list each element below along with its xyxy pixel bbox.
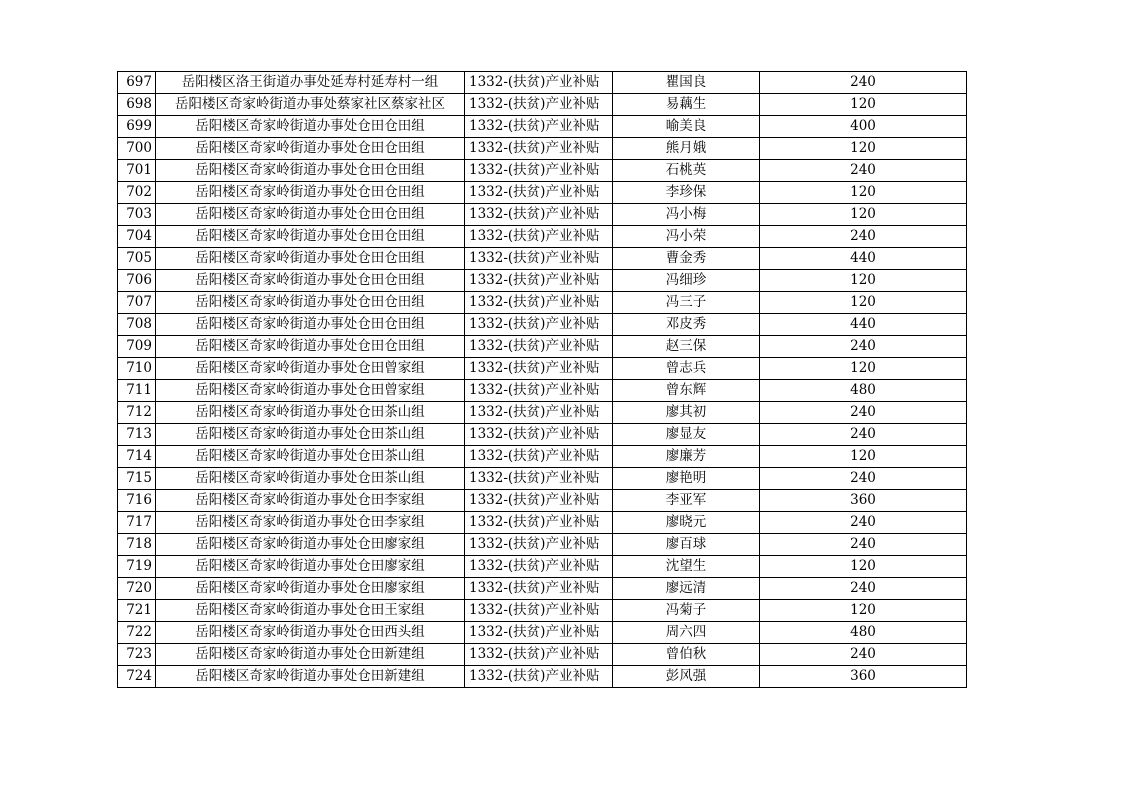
table-row <box>118 534 967 556</box>
recipient-name-cell: 瞿国良 <box>613 72 760 94</box>
table-row <box>118 600 967 622</box>
row-number: 698 <box>118 94 156 116</box>
amount-cell: 240 <box>760 468 967 490</box>
subsidy-type-cell: 1332-(扶贫)产业补贴 <box>465 248 613 270</box>
amount-cell: 480 <box>760 622 967 644</box>
row-number: 697 <box>118 72 156 94</box>
subsidy-type-cell: 1332-(扶贫)产业补贴 <box>465 534 613 556</box>
row-number: 712 <box>118 402 156 424</box>
table-row <box>118 578 967 600</box>
row-number: 704 <box>118 226 156 248</box>
subsidy-type-cell: 1332-(扶贫)产业补贴 <box>465 358 613 380</box>
amount-cell: 240 <box>760 402 967 424</box>
amount-cell: 240 <box>760 512 967 534</box>
row-number: 711 <box>118 380 156 402</box>
row-number: 705 <box>118 248 156 270</box>
row-number: 717 <box>118 512 156 534</box>
subsidy-type-cell: 1332-(扶贫)产业补贴 <box>465 226 613 248</box>
recipient-name-cell: 李亚军 <box>613 490 760 512</box>
subsidy-type-cell: 1332-(扶贫)产业补贴 <box>465 446 613 468</box>
recipient-name-cell: 曹金秀 <box>613 248 760 270</box>
row-number: 703 <box>118 204 156 226</box>
row-number: 720 <box>118 578 156 600</box>
subsidy-type-cell: 1332-(扶贫)产业补贴 <box>465 138 613 160</box>
subsidy-type-cell: 1332-(扶贫)产业补贴 <box>465 578 613 600</box>
table-row <box>118 468 967 490</box>
recipient-name-cell: 廖其初 <box>613 402 760 424</box>
row-number: 701 <box>118 160 156 182</box>
subsidy-type-cell: 1332-(扶贫)产业补贴 <box>465 512 613 534</box>
row-number: 706 <box>118 270 156 292</box>
recipient-name-cell: 冯三子 <box>613 292 760 314</box>
row-number: 702 <box>118 182 156 204</box>
subsidy-type-cell: 1332-(扶贫)产业补贴 <box>465 600 613 622</box>
recipient-name-cell: 易藕生 <box>613 94 760 116</box>
table-row <box>118 358 967 380</box>
table-row <box>118 138 967 160</box>
subsidy-type-cell: 1332-(扶贫)产业补贴 <box>465 380 613 402</box>
row-number: 714 <box>118 446 156 468</box>
subsidy-type-cell: 1332-(扶贫)产业补贴 <box>465 270 613 292</box>
recipient-name-cell: 廖艳明 <box>613 468 760 490</box>
row-number: 708 <box>118 314 156 336</box>
table-row <box>118 490 967 512</box>
amount-cell: 240 <box>760 160 967 182</box>
recipient-name-cell: 冯小荣 <box>613 226 760 248</box>
subsidy-type-cell: 1332-(扶贫)产业补贴 <box>465 468 613 490</box>
row-number: 723 <box>118 644 156 666</box>
table-row <box>118 666 967 688</box>
subsidy-type-cell: 1332-(扶贫)产业补贴 <box>465 336 613 358</box>
row-number: 700 <box>118 138 156 160</box>
recipient-name-cell: 沈望生 <box>613 556 760 578</box>
recipient-name-cell: 廖远清 <box>613 578 760 600</box>
subsidy-type-cell: 1332-(扶贫)产业补贴 <box>465 314 613 336</box>
row-number: 719 <box>118 556 156 578</box>
table-row <box>118 336 967 358</box>
amount-cell: 120 <box>760 182 967 204</box>
amount-cell: 400 <box>760 116 967 138</box>
address-cell: 岳阳楼区奇家岭街道办事处仓田廖家组 <box>156 534 465 556</box>
address-cell: 岳阳楼区奇家岭街道办事处仓田廖家组 <box>156 578 465 600</box>
recipient-name-cell: 曾东辉 <box>613 380 760 402</box>
subsidy-type-cell: 1332-(扶贫)产业补贴 <box>465 402 613 424</box>
address-cell: 岳阳楼区奇家岭街道办事处仓田仓田组 <box>156 336 465 358</box>
subsidy-type-cell: 1332-(扶贫)产业补贴 <box>465 424 613 446</box>
recipient-name-cell: 冯细珍 <box>613 270 760 292</box>
recipient-name-cell: 廖廉芳 <box>613 446 760 468</box>
subsidy-type-cell: 1332-(扶贫)产业补贴 <box>465 182 613 204</box>
address-cell: 岳阳楼区奇家岭街道办事处仓田茶山组 <box>156 402 465 424</box>
amount-cell: 240 <box>760 644 967 666</box>
address-cell: 岳阳楼区奇家岭街道办事处仓田仓田组 <box>156 226 465 248</box>
table-row <box>118 556 967 578</box>
address-cell: 岳阳楼区奇家岭街道办事处仓田仓田组 <box>156 138 465 160</box>
recipient-name-cell: 冯菊子 <box>613 600 760 622</box>
table-row <box>118 248 967 270</box>
address-cell: 岳阳楼区奇家岭街道办事处仓田仓田组 <box>156 116 465 138</box>
amount-cell: 120 <box>760 270 967 292</box>
row-number: 715 <box>118 468 156 490</box>
row-number: 716 <box>118 490 156 512</box>
address-cell: 岳阳楼区奇家岭街道办事处仓田王家组 <box>156 600 465 622</box>
table-row <box>118 160 967 182</box>
recipient-name-cell: 熊月娥 <box>613 138 760 160</box>
subsidy-type-cell: 1332-(扶贫)产业补贴 <box>465 72 613 94</box>
subsidy-type-cell: 1332-(扶贫)产业补贴 <box>465 116 613 138</box>
address-cell: 岳阳楼区奇家岭街道办事处仓田李家组 <box>156 512 465 534</box>
recipient-name-cell: 赵三保 <box>613 336 760 358</box>
recipient-name-cell: 彭风强 <box>613 666 760 688</box>
subsidy-type-cell: 1332-(扶贫)产业补贴 <box>465 622 613 644</box>
amount-cell: 440 <box>760 314 967 336</box>
subsidy-type-cell: 1332-(扶贫)产业补贴 <box>465 94 613 116</box>
address-cell: 岳阳楼区奇家岭街道办事处仓田李家组 <box>156 490 465 512</box>
recipient-name-cell: 周六四 <box>613 622 760 644</box>
recipient-name-cell: 廖显友 <box>613 424 760 446</box>
table-row <box>118 644 967 666</box>
address-cell: 岳阳楼区奇家岭街道办事处仓田仓田组 <box>156 182 465 204</box>
table-row <box>118 424 967 446</box>
address-cell: 岳阳楼区奇家岭街道办事处仓田仓田组 <box>156 314 465 336</box>
address-cell: 岳阳楼区奇家岭街道办事处仓田曾家组 <box>156 358 465 380</box>
recipient-name-cell: 曾志兵 <box>613 358 760 380</box>
table-row <box>118 512 967 534</box>
amount-cell: 120 <box>760 358 967 380</box>
amount-cell: 240 <box>760 424 967 446</box>
row-number: 713 <box>118 424 156 446</box>
table-row <box>118 116 967 138</box>
amount-cell: 120 <box>760 556 967 578</box>
amount-cell: 240 <box>760 226 967 248</box>
amount-cell: 240 <box>760 578 967 600</box>
subsidy-type-cell: 1332-(扶贫)产业补贴 <box>465 556 613 578</box>
address-cell: 岳阳楼区奇家岭街道办事处仓田新建组 <box>156 644 465 666</box>
address-cell: 岳阳楼区奇家岭街道办事处仓田仓田组 <box>156 204 465 226</box>
row-number: 709 <box>118 336 156 358</box>
recipient-name-cell: 廖百球 <box>613 534 760 556</box>
subsidy-type-cell: 1332-(扶贫)产业补贴 <box>465 160 613 182</box>
address-cell: 岳阳楼区奇家岭街道办事处仓田仓田组 <box>156 248 465 270</box>
table-row <box>118 446 967 468</box>
recipient-name-cell: 邓皮秀 <box>613 314 760 336</box>
address-cell: 岳阳楼区奇家岭街道办事处仓田新建组 <box>156 666 465 688</box>
address-cell: 岳阳楼区奇家岭街道办事处仓田廖家组 <box>156 556 465 578</box>
amount-cell: 480 <box>760 380 967 402</box>
subsidy-type-cell: 1332-(扶贫)产业补贴 <box>465 204 613 226</box>
table-row <box>118 72 967 94</box>
address-cell: 岳阳楼区奇家岭街道办事处仓田曾家组 <box>156 380 465 402</box>
recipient-name-cell: 曾伯秋 <box>613 644 760 666</box>
amount-cell: 120 <box>760 446 967 468</box>
amount-cell: 240 <box>760 336 967 358</box>
row-number: 718 <box>118 534 156 556</box>
subsidy-type-cell: 1332-(扶贫)产业补贴 <box>465 292 613 314</box>
address-cell: 岳阳楼区奇家岭街道办事处仓田仓田组 <box>156 270 465 292</box>
table-row <box>118 622 967 644</box>
amount-cell: 360 <box>760 490 967 512</box>
subsidy-type-cell: 1332-(扶贫)产业补贴 <box>465 644 613 666</box>
subsidy-table <box>117 71 967 688</box>
amount-cell: 120 <box>760 204 967 226</box>
recipient-name-cell: 冯小梅 <box>613 204 760 226</box>
recipient-name-cell: 石桃英 <box>613 160 760 182</box>
table-row <box>118 226 967 248</box>
amount-cell: 240 <box>760 72 967 94</box>
amount-cell: 120 <box>760 94 967 116</box>
amount-cell: 360 <box>760 666 967 688</box>
recipient-name-cell: 李珍保 <box>613 182 760 204</box>
amount-cell: 240 <box>760 534 967 556</box>
table-row <box>118 314 967 336</box>
address-cell: 岳阳楼区奇家岭街道办事处仓田西头组 <box>156 622 465 644</box>
amount-cell: 440 <box>760 248 967 270</box>
table-row <box>118 270 967 292</box>
table-row <box>118 182 967 204</box>
row-number: 699 <box>118 116 156 138</box>
amount-cell: 120 <box>760 292 967 314</box>
address-cell: 岳阳楼区奇家岭街道办事处蔡家社区蔡家社区 <box>156 94 465 116</box>
table-row <box>118 402 967 424</box>
address-cell: 岳阳楼区奇家岭街道办事处仓田茶山组 <box>156 446 465 468</box>
table-row <box>118 94 967 116</box>
table-body <box>118 72 967 688</box>
row-number: 707 <box>118 292 156 314</box>
row-number: 724 <box>118 666 156 688</box>
address-cell: 岳阳楼区奇家岭街道办事处仓田茶山组 <box>156 468 465 490</box>
row-number: 722 <box>118 622 156 644</box>
table-row <box>118 292 967 314</box>
amount-cell: 120 <box>760 138 967 160</box>
recipient-name-cell: 廖晓元 <box>613 512 760 534</box>
row-number: 710 <box>118 358 156 380</box>
subsidy-type-cell: 1332-(扶贫)产业补贴 <box>465 490 613 512</box>
table-row <box>118 380 967 402</box>
address-cell: 岳阳楼区奇家岭街道办事处仓田仓田组 <box>156 292 465 314</box>
amount-cell: 120 <box>760 600 967 622</box>
table-row <box>118 204 967 226</box>
address-cell: 岳阳楼区奇家岭街道办事处仓田仓田组 <box>156 160 465 182</box>
subsidy-type-cell: 1332-(扶贫)产业补贴 <box>465 666 613 688</box>
address-cell: 岳阳楼区洛王街道办事处延寿村延寿村一组 <box>156 72 465 94</box>
recipient-name-cell: 喻美良 <box>613 116 760 138</box>
address-cell: 岳阳楼区奇家岭街道办事处仓田茶山组 <box>156 424 465 446</box>
row-number: 721 <box>118 600 156 622</box>
